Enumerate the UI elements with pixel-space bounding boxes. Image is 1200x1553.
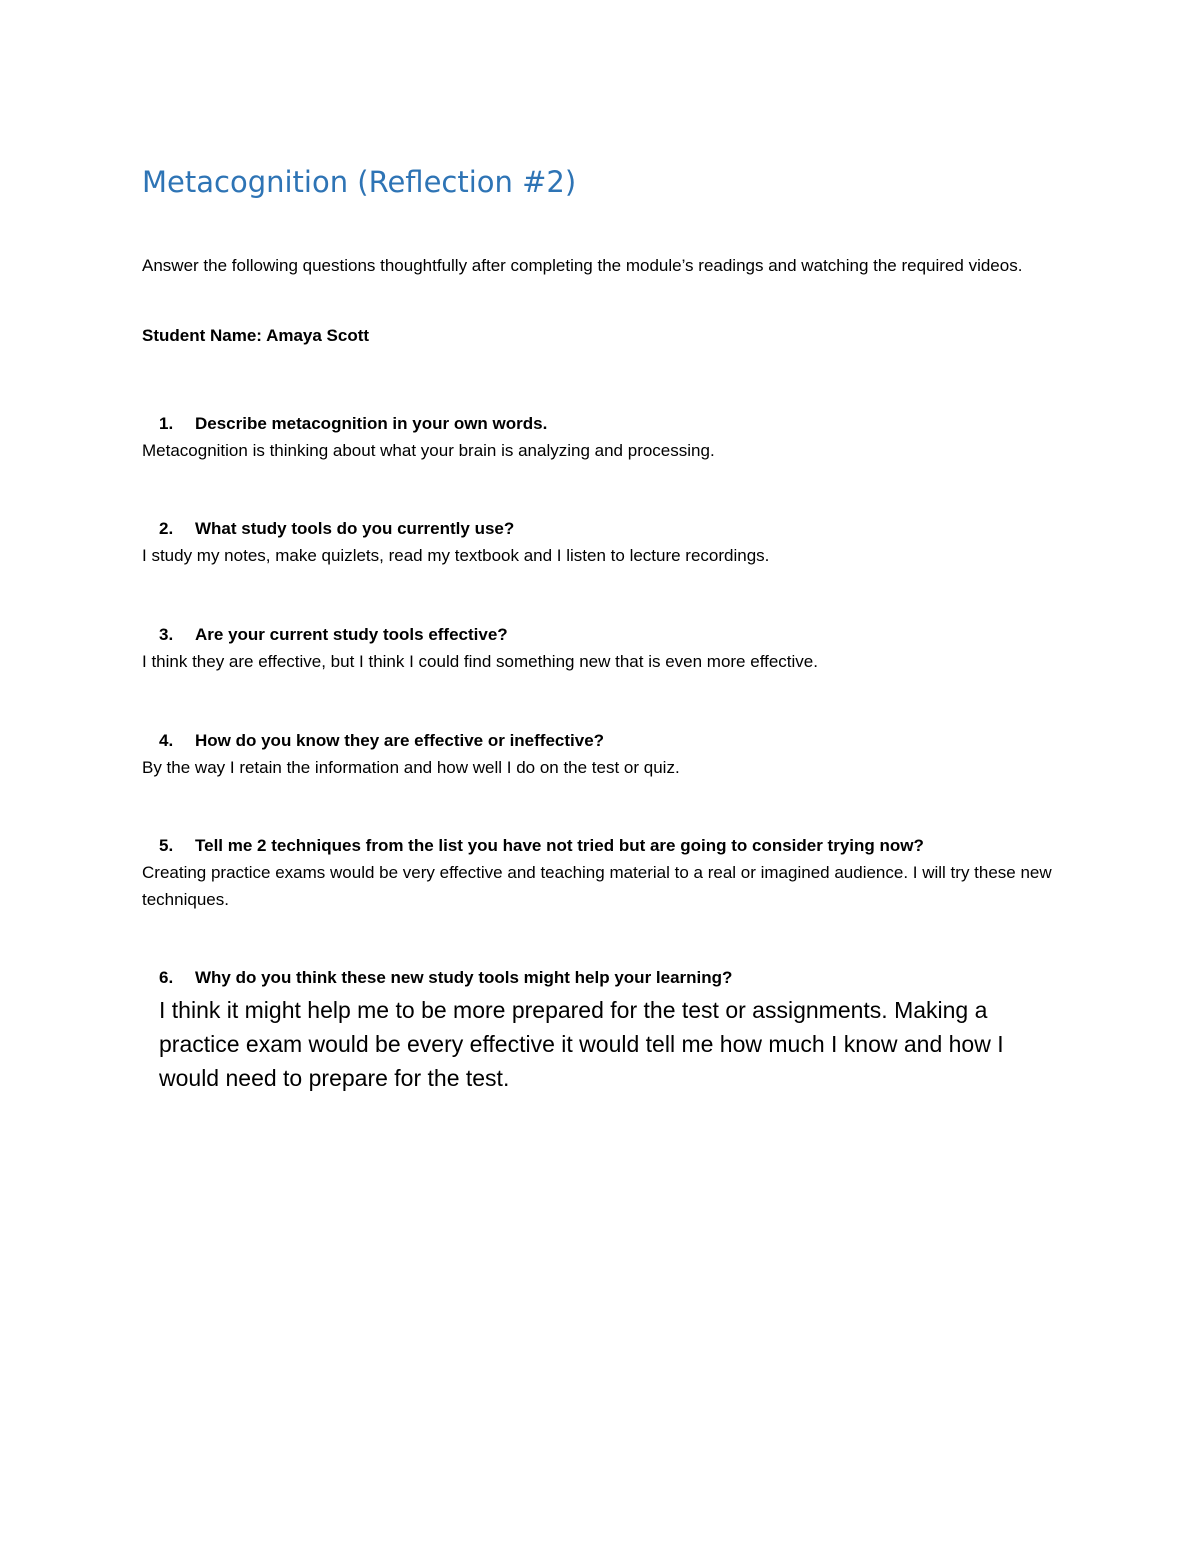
document-title: Metacognition (Reflection #2) xyxy=(142,165,577,199)
question-number: 5. xyxy=(159,836,174,855)
student-name-line xyxy=(142,324,369,348)
student-name-label: Student Name: xyxy=(142,326,262,345)
answer-text: Creating practice exams would be very effective and teaching material to a real or imagined audience. I will try these new techniques. xyxy=(142,863,1052,909)
answer-text: I think it might help me to be more prepared for the test or assignments. Making a practice exam would be every effective it would tell me how much I know and how I would need to prepare for the test. xyxy=(159,997,1004,1091)
question-text: Tell me 2 techniques from the list you have not tried but are going to consider trying now? xyxy=(195,836,924,855)
answer-text: I think they are effective, but I think I could find something new that is even more effective. xyxy=(142,652,818,671)
question-3 xyxy=(142,623,1072,675)
question-number: 6. xyxy=(159,968,174,987)
question-number: 1. xyxy=(159,414,174,433)
instructions-text: Answer the following questions thoughtfully after completing the module’s readings and watching the required videos. xyxy=(142,256,1023,275)
question-text: Are your current study tools effective? xyxy=(195,625,508,644)
question-heading xyxy=(142,412,1072,436)
question-text: What study tools do you currently use? xyxy=(195,519,515,538)
question-text: Why do you think these new study tools might help your learning? xyxy=(195,968,733,987)
answer-text: By the way I retain the information and how well I do on the test or quiz. xyxy=(142,758,680,777)
question-heading xyxy=(142,517,1072,541)
question-text: How do you know they are effective or ineffective? xyxy=(195,731,605,750)
question-4 xyxy=(142,729,1072,781)
question-heading xyxy=(142,966,1072,990)
question-6 xyxy=(142,966,1072,1095)
answer-text: Metacognition is thinking about what your brain is analyzing and processing. xyxy=(142,441,715,460)
question-1 xyxy=(142,412,1072,464)
question-5 xyxy=(142,834,1072,913)
student-name-value: Amaya Scott xyxy=(266,326,370,345)
question-number: 4. xyxy=(159,731,174,750)
question-heading xyxy=(142,623,1072,647)
question-number: 2. xyxy=(159,519,174,538)
answer-text: I study my notes, make quizlets, read my textbook and I listen to lecture recordings. xyxy=(142,546,770,565)
question-text: Describe metacognition in your own words. xyxy=(195,414,548,433)
question-heading xyxy=(142,729,1072,753)
question-heading xyxy=(142,834,1072,858)
question-number: 3. xyxy=(159,625,174,644)
question-2 xyxy=(142,517,1072,569)
